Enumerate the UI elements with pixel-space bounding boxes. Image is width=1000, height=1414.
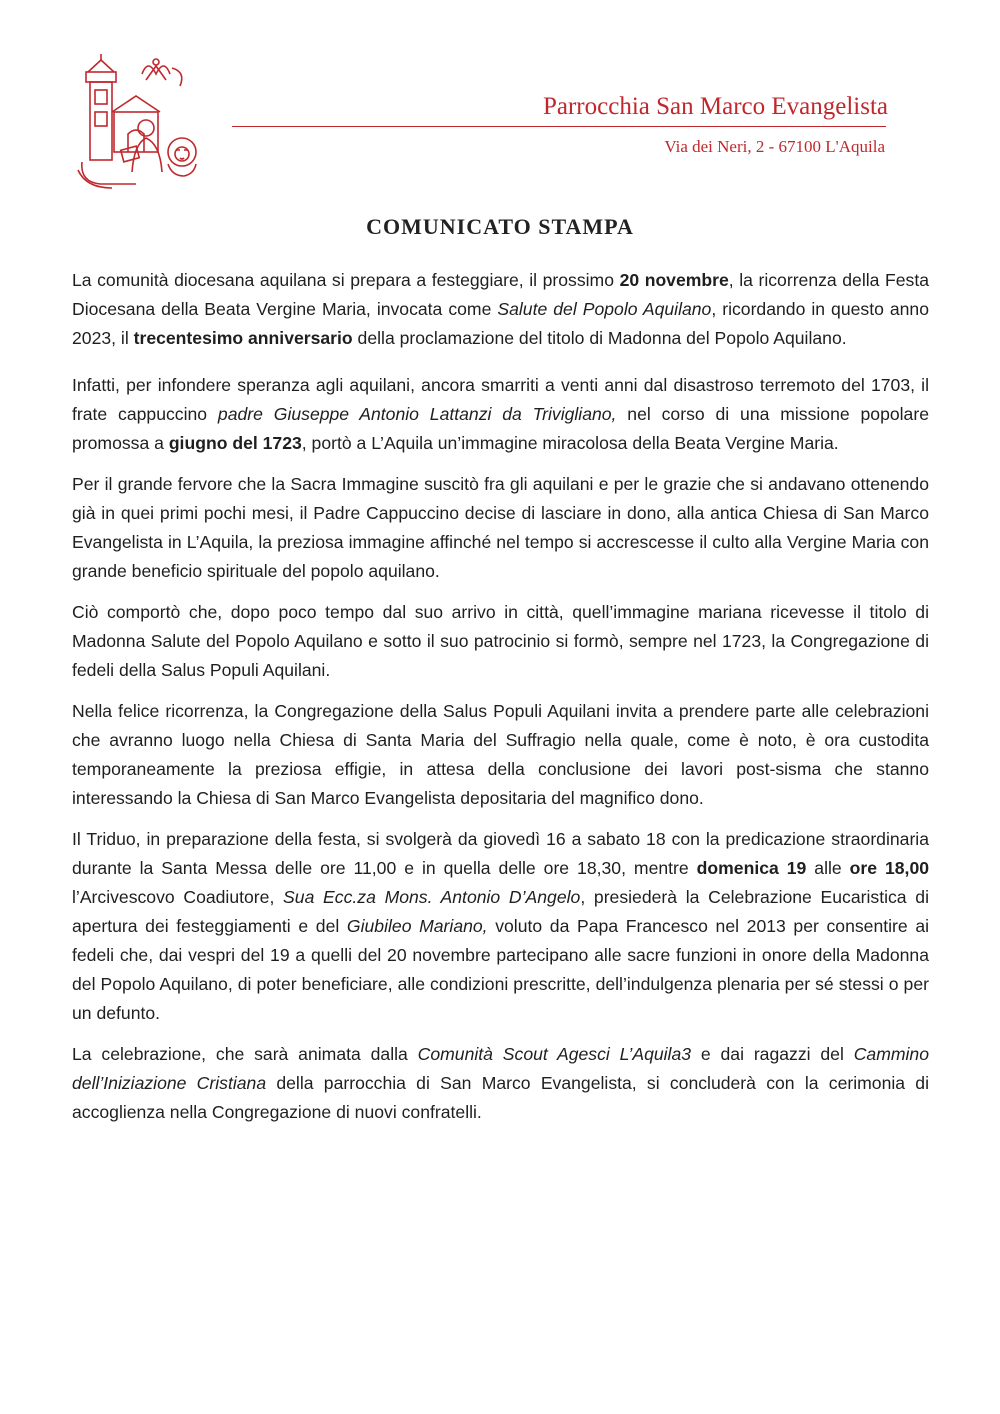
p6-archbishop: Sua Ecc.za Mons. Antonio D’Angelo — [283, 887, 581, 907]
p2-friar-name: padre Giuseppe Antonio Lattanzi da Trivigliano, — [217, 404, 617, 424]
p2-text-a: Infatti, per infondere speranza agli aquilani, ancora smarriti a venti anni dal disastroso terremoto del 1703, il frate cappuccino — [72, 375, 929, 424]
p6-text-i: voluto da Papa Francesco nel 2013 per consentire ai fedeli che, dai vespri del 19 a quelli del 20 novembre partecipano alle sacre funzioni in onore della Madonna del Popolo Aquilano, di poter beneficiare, alle condizioni prescritte, dell’indulgenza plenaria per sé stessi o per un defunto. — [72, 916, 930, 1023]
p1-text-e: , ricordando in questo anno 2023, il — [72, 299, 930, 348]
p6-text-c: alle — [806, 858, 850, 878]
p7-initiation-path: Cammino dell’Iniziazione Cristiana — [72, 1044, 929, 1093]
p2-text-e: , portò a L’Aquila un’immagine miracolosa della Beata Vergine Maria. — [301, 433, 839, 453]
header-divider — [232, 126, 886, 127]
p6-jubilee: Giubileo Mariano, — [346, 916, 488, 936]
paragraph-4: Ciò comportò che, dopo poco tempo dal suo arrivo in città, quell’immagine mariana ricevesse il titolo di Madonna Salute del Popolo Aquilano e sotto il suo patrocinio si formò, sempre nel 1723, la Congregazione di fedeli della Salus Populi Aquilani. — [72, 602, 929, 680]
press-release-body — [72, 266, 929, 1139]
parish-address: Via dei Neri, 2 - 67100 L'Aquila — [664, 137, 885, 156]
p6-day: domenica 19 — [696, 858, 807, 878]
paragraph-3: Per il grande fervore che la Sacra Immagine suscitò fra gli aquilani e per le grazie che si andavano ottenendo già in quei primi pochi mesi, il Padre Cappuccino decise di lasciare in dono, alla antica Chiesa di San Marco Evangelista in L’Aquila, la preziosa immagine affinché nel tempo si accrescesse il culto alla Vergine Maria con grande beneficio spirituale del popolo aquilano. — [72, 474, 929, 581]
p6-text-a: Il Triduo, in preparazione della festa, si svolgerà da giovedì 16 a sabato 18 con la predicazione straordinaria durante la Santa Messa delle ore 11,00 e in quella delle ore 18,30, mentre — [72, 829, 929, 878]
paragraph-1 — [72, 266, 929, 353]
p2-text-c: nel corso di una missione popolare promossa a — [72, 404, 929, 453]
p6-text-e: l’Arcivescovo Coadiutore, — [72, 887, 284, 907]
paragraph-5: Nella felice ricorrenza, la Congregazione della Salus Populi Aquilani invita a prendere parte alle celebrazioni che avranno luogo nella Chiesa di Santa Maria del Suffragio nella quale, come è noto, è ora custodita temporaneamente la preziosa effigie, in attesa della conclusione dei lavori post-sisma che stanno interessando la Chiesa di San Marco Evangelista depositaria del magnifico dono. — [72, 701, 929, 808]
p7-text-a: La celebrazione, che sarà animata dalla — [72, 1044, 418, 1064]
p6-time: ore 18,00 — [849, 858, 930, 878]
parish-name: Parrocchia San Marco Evangelista — [542, 93, 888, 120]
paragraph-7 — [72, 1040, 929, 1127]
p1-text-a: La comunità diocesana aquilana si prepara a festeggiare, il prossimo — [72, 270, 620, 290]
p7-text-c: e dai ragazzi del — [691, 1044, 854, 1064]
paragraph-2 — [72, 371, 929, 458]
document-title: COMUNICATO STAMPA — [366, 214, 634, 239]
parish-seal-icon — [76, 52, 202, 190]
p7-text-e: della parrocchia di San Marco Evangelista, si concluderà con la cerimonia di accoglienza nella Congregazione di nuovi confratelli. — [72, 1073, 929, 1122]
p1-text-g: della proclamazione del titolo di Madonna del Popolo Aquilano. — [352, 328, 847, 348]
p1-anniversary: trecentesimo anniversario — [133, 328, 353, 348]
p7-scout-group: Comunità Scout Agesci L’Aquila3 — [417, 1044, 692, 1064]
p1-title: Salute del Popolo Aquilano — [497, 299, 712, 319]
p6-text-g: , presiederà la Celebrazione Eucaristica di apertura dei festeggiamenti e del — [72, 887, 929, 936]
p1-date: 20 novembre — [619, 270, 729, 290]
p2-date: giugno del 1723 — [168, 433, 302, 453]
p1-text-c: , la ricorrenza della Festa Diocesana della Beata Vergine Maria, invocata come — [72, 270, 929, 319]
paragraph-6 — [72, 825, 929, 1028]
